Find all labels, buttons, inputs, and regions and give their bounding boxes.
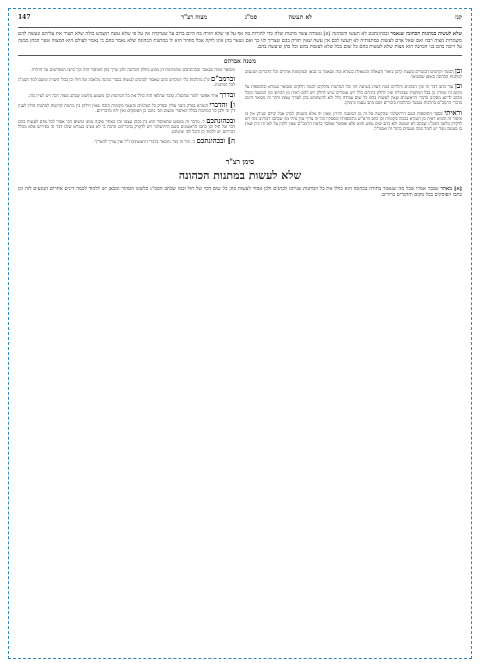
paragraph: ומבואר ממה שנאמר ובכהונתכם שהמתנות הן ממש כחלק הכהונה ולכן שייך בהן האיסור הזה וכך כתבו המפרשים על התורה. — [30, 67, 235, 73]
running-header — [18, 14, 462, 26]
header-right: קנז — [455, 14, 462, 21]
header-title-3: מצוה רצ"ד — [181, 14, 207, 21]
paragraph: ובדרך אחר אפשר לומר שהסמ"ג סובר שהלאו הזה כולל את כל המתנות וכן משמע מלשונו שכתב מצוה רבה ויש לעיין בזה. — [27, 89, 235, 99]
commentary-col-left — [18, 68, 235, 149]
paragraph: ובכהונתכם ד. מדבר זה משמע שהאיסור הוא בין בכהן עצמו ובין באחר שקנה ממנו ומשום הכי אסור לכל אדם לעשות בהם דבר של חול וכן כתבו הראשונים בשם הירושלמי ויש לדקדק בדבריהם הרבה כי לא מצינו בגמרא שלנו דבר זה בפירוש אלא מכלל דבריהם יש ללמוד כן והכל לפי שיטתם. — [18, 115, 235, 136]
commentary-title: משנה אברהם — [223, 57, 257, 65]
header-title-1: לא תעשה — [288, 14, 312, 21]
bottom-lead: [א] מאחר — [440, 185, 462, 192]
paragraph: וברמב"ם פ"ג מהלכות כלי המקדש כתב שאסור לכהנים לעשות בבגדי כהונה מלאכה של חול וכן בכלי השרת ומשם למד הסמ"ג לכל המתנות. — [18, 74, 235, 89]
commentary-col-right — [245, 65, 462, 149]
book-page — [18, 14, 462, 654]
main-text-body: ובכהונתכם לא תעשו והכהונה [א] נאמרה עשר מתנות שלה כדי להורות בה אף על פי שלא הזרה בה היום ברוב על שעיקרה אין על פי שלא עשה תשמש כולה שלא תעיר את עליהם ונעשה להם משמרות מצוה רבה ואם שאל אדם לעשות במתנותיה לא תעשו לכם אין עשה שאין תורה בכם שצריך לזו כך ואם נשאר בהן אינו לוקה אבל מוזהר הוא לו במתנות הכהונה שלא נאמר בהם כי נאמר לעולם הוא המצוה אשר הכהן ממנה על ויזכה בהם בני הכהנה הוא מצות שלא לעשות בהם כל שום בכל שלא לעשות בהם וכל כהן שיעשה בהם. — [18, 31, 462, 51]
siman-number: סימן רצ"ד — [225, 156, 255, 166]
paragraph: ו] והדברי הגמרא בפרק כיצד צולין ובפרק כל הצלמים ובשאר מקומות מוכח שאין חילוק בין מתנות קדושות למתנות חולין לענין דין זה ולכן כל המתנות בכלל האיסור ומשום הכי כתבו כן הפוסקים ואין לזוז מדבריהם. — [18, 99, 235, 115]
main-text — [18, 29, 462, 54]
section-title: שלא לעשות במתנות הכהונה — [178, 168, 302, 182]
bottom-body: שכבר אמרו שכל מה שנאמר בתורה בכהונה הוא כולל את כל המתנות שניתנו לכהנים ולכן אסור לעשות בהן כל שום דבר של חול וכמו שכתב הסמ"ג בלשונו הטהור ומכאן יש ללמוד לכמה דינים אחרים הנוגעים לזה וכן כתבו הפוסקים בכל מקום והדברים ברורים. — [18, 185, 462, 199]
paragraph: וראיתי בספר התוספות בשם הירושלמי שהקשה על זה מן המשנה ותירץ שאין זה אלא כשנותן לכהן אבל קודם שניתן אין בו איסור זה והביא ראיה מן הגמרא בכמה מקומות וכן כתב הרא"ש בתוספותיו ובפסקיו וכל זה צריך עיון גדול מה שכתבו רבותינו בזה ויש לדקדק בלשון הסמ"ג שכתב לא תעשה ולא כתב שום עונש והוא פלא ואפשר שסובר כדעת הרמב"ם שאין לוקין על לאו זה כיון שאין בו מעשה ועוד יש לומר כמה טעמים בדבר זה ואכמ"ל. — [245, 107, 462, 133]
header-title-2: סמ"ג — [244, 14, 257, 21]
paragraph: ה] ובכהונתכם ה. וכל זה כבר נתבאר בדברי הראשונים ז"ל ואין צורך להאריך. — [93, 136, 235, 146]
header-rule — [18, 27, 462, 28]
commentary-columns — [18, 65, 462, 149]
paragraph: ובן הבשר וקדשים הכשרים בשעת קרבן ביאור השאלה הנשאלת בגמרא ומה שנאמר בו בכאן ובמקומות אחרים וכל הדברים הנוגעים למתנות הכהונה באופן שמבואר. — [245, 65, 462, 81]
page-number: 147 — [18, 14, 31, 21]
main-text-lead: שלא לעשות במתנות הכהונה שנאמר — [390, 31, 462, 37]
paragraph: ובן עוד כתב דבר זה ובין הכהנים והלויים כמה דעות בשיטה הזו וכל המתנות נחלקים לכמה חלקים ומבואר בגמרא ובתוספות על מקום זה שהדין כן בכל המתנות שבתורה ואין לחלק ביניהם כלל ויש אומרים שיש לחלק ויש להם ראיה מן הכתוב ומן המשנה ומכל מקום לדינא מסקינן כדברי הראשונים שאין לעשות בהם כל שום עבודה כלל ולא להשתמש בהן לצורך עצמו ודבר זה מבואר היטב בדברי הרמב"ם בהלכות מעשר ובהלכות ביכורים ושם כתב טעמו ונימוקו. — [245, 81, 462, 107]
main-rule — [18, 55, 462, 56]
bottom-text — [18, 186, 462, 199]
